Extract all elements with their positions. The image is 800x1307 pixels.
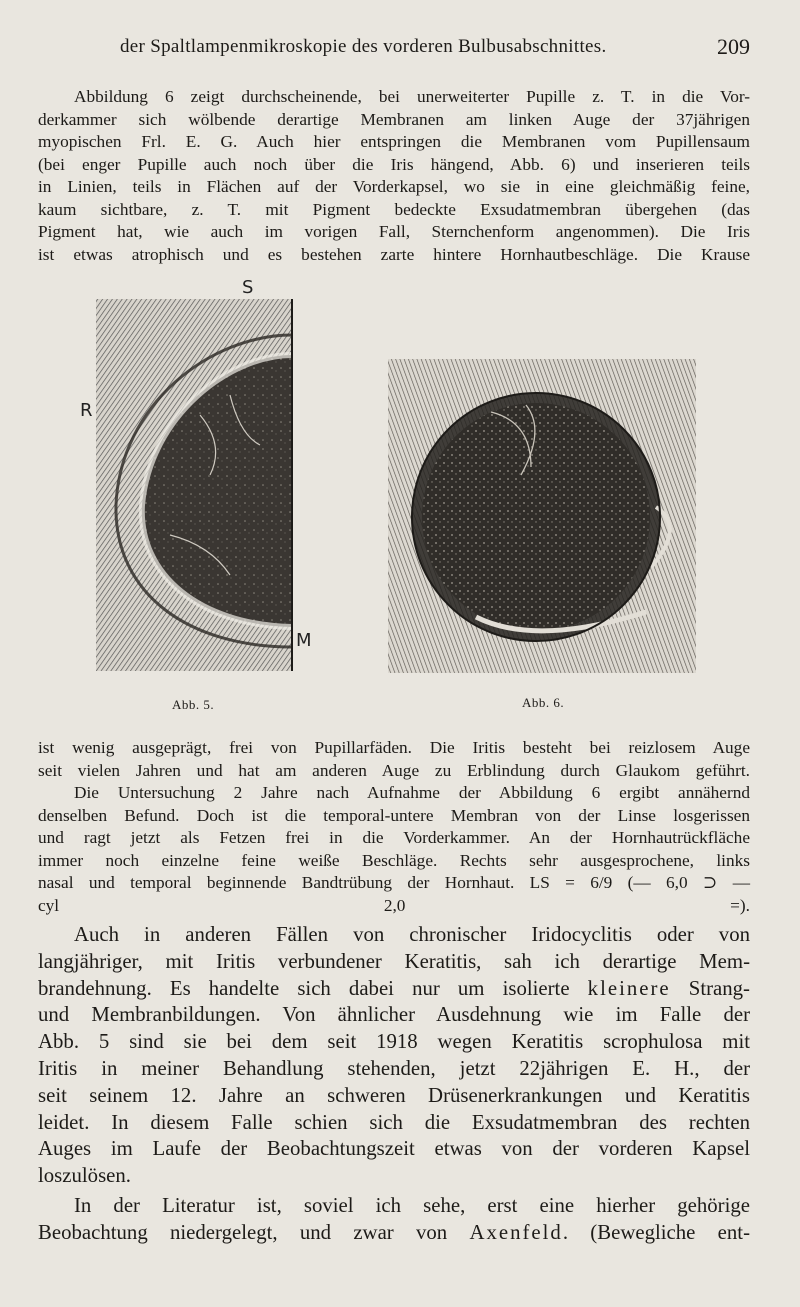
text-line: myopischen Frl. E. G. Auch hier entspringen die Membranen vom Pupillensaum: [38, 132, 750, 151]
text-line: Abbildung 6 zeigt durchscheinende, bei unerweiterter Pupille z. T. in die Vor-: [74, 87, 750, 106]
text-line: langjähriger, mit Iritis verbundener Keratitis, sah ich derartige Mem-: [38, 949, 750, 973]
paragraph-4: [38, 922, 750, 1190]
figure-5-label-s: S: [242, 277, 254, 298]
text-line: derkammer sich wölbende derartige Membranen am linken Auge der 37jährigen: [38, 109, 750, 129]
figure-5-label-m: M: [296, 630, 312, 651]
text-line: loszulösen.: [38, 1164, 131, 1188]
text-line: kaum sichtbare, z. T. mit Pigment bedeckte Exsudatmembran übergehen (das: [38, 199, 750, 219]
text-run: brandehnung. Es handelte sich dabei nur um isolierte: [38, 976, 588, 1000]
text-line: Iritis in meiner Behandlung stehenden, jetzt 22jährigen E. H., der: [38, 1056, 750, 1080]
text-line: Abb. 5 sind sie bei dem seit 1918 wegen Keratitis scrophulosa mit: [38, 1030, 750, 1054]
paragraph-5: [38, 1193, 750, 1247]
text-line: nasal und temporal beginnende Bandtrübung der Hornhaut. LS = 6/9 (— 6,0 ⊃ —: [38, 873, 750, 892]
figure-5-label-r: R: [80, 400, 93, 421]
text-line: und Membranbildungen. Von ähnlicher Ausdehnung wie im Falle der: [38, 1003, 750, 1027]
figure-6-illustration: [386, 357, 698, 677]
paragraph-1: [38, 86, 750, 266]
text-line: Pigment hat, wie auch im vorigen Fall, Sternchenform angenommen). Die Iris: [38, 222, 750, 241]
running-title: der Spaltlampenmikroskopie des vorderen Bulbusabschnittes.: [120, 36, 607, 57]
page-number: 209: [717, 34, 750, 59]
page-header: [38, 36, 750, 66]
text-line: ist wenig ausgeprägt, frei von Pupillarfäden. Die Iritis besteht bei reizlosem Auge: [38, 738, 750, 757]
figure-6: [386, 357, 698, 717]
figure-5-illustration: [80, 275, 320, 685]
text-line: leidet. In diesem Falle schien sich die Exsudatmembran des rechten: [38, 1110, 750, 1134]
figure-5: [80, 275, 320, 712]
text-line: seit vielen Jahren und hat am anderen Auge zu Erblindung durch Glaukom geführt.: [38, 760, 750, 780]
paragraph-2: [38, 737, 750, 782]
text-run: Strang-: [670, 976, 750, 1000]
text-run: . (Bewegliche ent-: [562, 1220, 750, 1244]
text-line: Die Untersuchung 2 Jahre nach Aufnahme der Abbildung 6 ergibt annähernd: [74, 783, 750, 802]
text-line: [38, 1220, 750, 1247]
text-line: denselben Befund. Doch ist die temporal-untere Membran von der Linse losgerissen: [38, 805, 750, 825]
text-line: immer noch einzelne feine weiße Beschläge. Rechts sehr ausgesprochene, links: [38, 850, 750, 870]
figure-6-caption: Abb. 6.: [522, 695, 565, 710]
author-name: Axenfeld: [469, 1220, 563, 1244]
text-line: Auges im Laufe der Beobachtungszeit etwas von der vorderen Kapsel: [38, 1137, 750, 1161]
text-line: seit seinem 12. Jahre an schweren Drüsenerkrankungen und Keratitis: [38, 1083, 750, 1107]
text-line: cyl 2,0 =).: [38, 895, 750, 915]
figure-5-caption: Abb. 5.: [172, 697, 215, 712]
text-line: und ragt jetzt als Fetzen frei in die Vorderkammer. An der Hornhautrückfläche: [38, 828, 750, 847]
text-line: [38, 976, 750, 1003]
text-line: In der Literatur ist, soviel ich sehe, erst eine hierher gehörige: [74, 1194, 750, 1217]
text-line: ist etwas atrophisch und es bestehen zarte hintere Hornhautbeschläge. Die Krause: [38, 244, 750, 264]
text-line: (bei enger Pupille auch noch über die Iris hängend, Abb. 6) und inserieren teils: [38, 154, 750, 174]
text-line: Auch in anderen Fällen von chronischer Iridocyclitis oder von: [74, 923, 750, 946]
paragraph-3: [38, 782, 750, 917]
text-line: in Linien, teils in Flächen auf der Vorderkapsel, wo sie in eine gleichmäßig feine,: [38, 177, 750, 196]
text-run: Beobachtung niedergelegt, und zwar von: [38, 1220, 470, 1244]
emphasized-text: kleinere: [587, 976, 671, 1000]
